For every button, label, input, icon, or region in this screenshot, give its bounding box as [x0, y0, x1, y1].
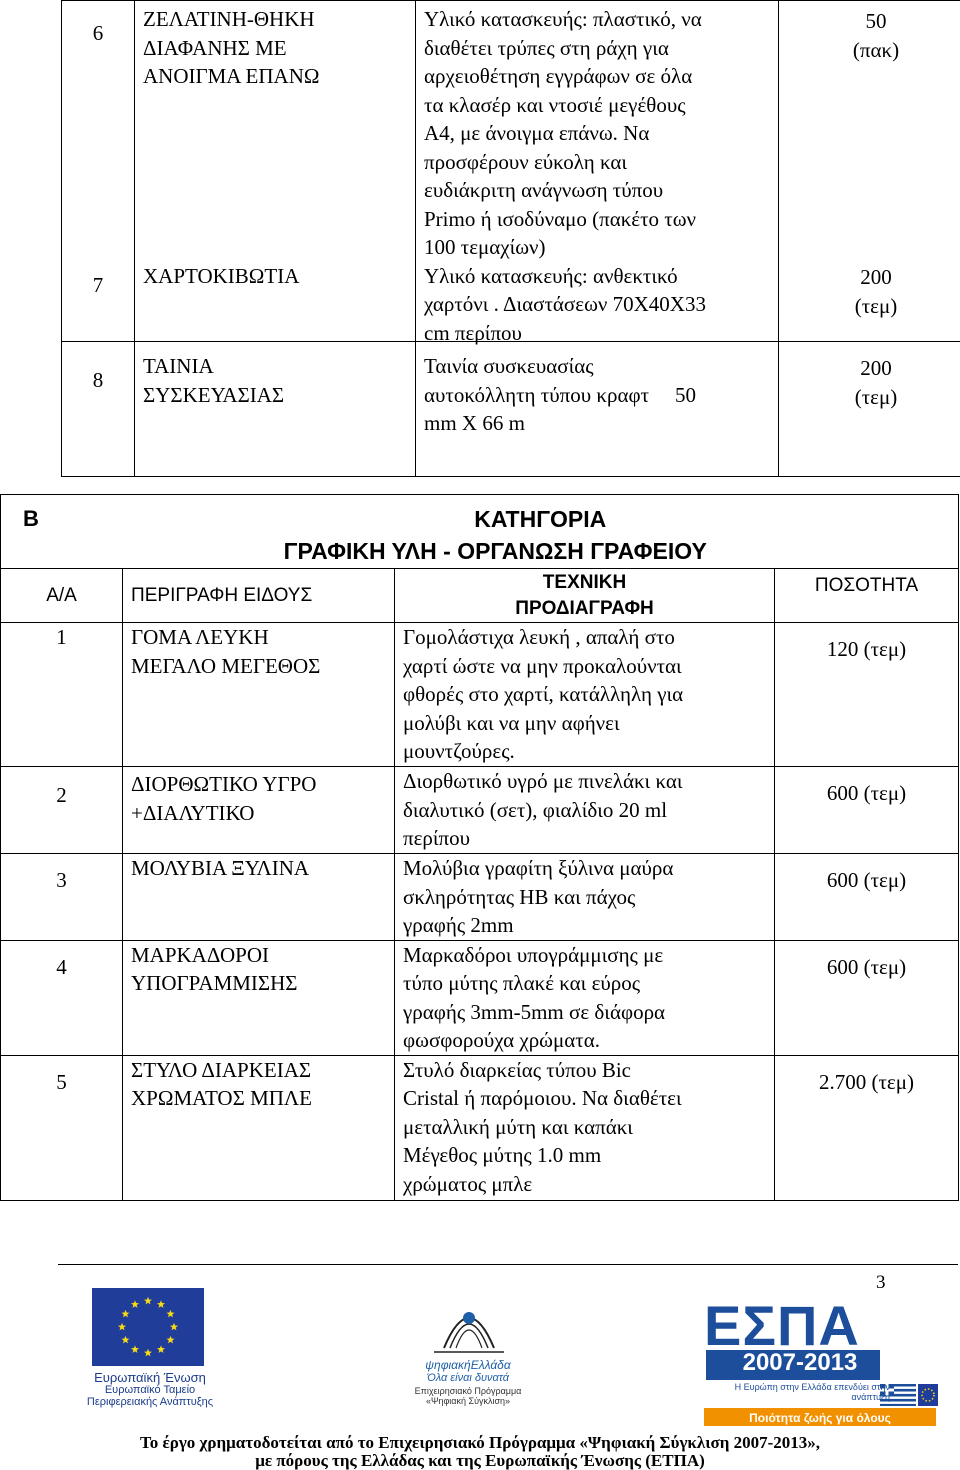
header-line: ΠΡΟΔΙΑΓΡΑΦΗ — [395, 596, 774, 622]
item-qty — [779, 7, 960, 64]
spec-line: σκληρότητας ΗΒ και πάχος — [403, 883, 768, 912]
spec-line: διαθέτει τρύπες στη ράχη για — [424, 34, 774, 63]
table-row — [1, 623, 959, 767]
item-number: 4 — [1, 940, 123, 1055]
eu-caption-line: Ευρωπαϊκό Ταμείο — [80, 1384, 220, 1396]
espa-small-text: Η Ευρώπη στην Ελλάδα επενδύει στην ανάπτυξη — [730, 1382, 890, 1402]
spec-line: Στυλό διαρκείας τύπου Bic — [403, 1056, 768, 1085]
qty-value: 50 — [779, 7, 960, 36]
program-line: Επιχειρησιακό Πρόγραμμα — [398, 1386, 538, 1396]
section-letter: Β — [1, 495, 123, 569]
table-row — [1, 1055, 959, 1200]
item-name-line: ΖΕΛΑΤΙΝΗ-ΘΗΚΗ — [143, 5, 320, 34]
qty-unit: (πακ) — [779, 36, 960, 65]
item-number: 6 — [62, 19, 134, 48]
item-name-line: ΔΙΟΡΘΩΤΙΚΟ ΥΓΡΟ — [131, 770, 394, 799]
funding-line: Το έργο χρηματοδοτείται από το Επιχειρησιακό Πρόγραμμα «Ψηφιακή Σύγκλιση 2007-2013», — [0, 1434, 960, 1452]
item-qty — [779, 342, 960, 477]
table-row-6-7 — [62, 1, 960, 342]
item-name-line: ΑΝΟΙΓΜΑ ΕΠΑΝΩ — [143, 62, 320, 91]
item-spec — [416, 342, 779, 477]
column-header-row — [1, 569, 959, 623]
spec-line: ευδιάκριτη ανάγνωση τύπου — [424, 176, 774, 205]
spec-line: Primo ή ισοδύναμο (πακέτο των — [424, 205, 774, 234]
espa-years: 2007-2013 — [720, 1350, 880, 1376]
item-name-line: +ΔΙΑΛΥΤΙΚΟ — [131, 799, 394, 828]
column-header-qty: ΠΟΣΟΤΗΤΑ — [775, 569, 959, 623]
eu-caption-line: Ευρωπαϊκή Ένωση — [80, 1372, 220, 1384]
table-row — [1, 854, 959, 941]
item-name — [135, 342, 416, 477]
spec-line: Γομολάστιχα λευκή , απαλή στο — [403, 623, 768, 652]
item-name — [123, 854, 395, 941]
item-number: 1 — [1, 623, 123, 767]
spec-line: Υλικό κατασκευής: ανθεκτικό — [424, 262, 774, 291]
spec-line: τύπο μύτης πλακέ και εύρος — [403, 969, 768, 998]
spec-line: αρχειοθέτηση εγγράφων σε όλα — [424, 62, 774, 91]
spec-line: γραφής 3mm-5mm σε διάφορα — [403, 998, 768, 1027]
header-line: ΤΕΧΝΙΚΗ — [395, 570, 774, 596]
item-spec-cell — [416, 1, 779, 342]
spec-line: προσφέρουν εύκολη και — [424, 148, 774, 177]
spec-line: φθορές στο χαρτί, κατάλληλη για — [403, 680, 768, 709]
spec-line: μολύβι και να μην αφήνει — [403, 709, 768, 738]
spec-line: Μέγεθος μύτης 1.0 mm — [403, 1141, 768, 1170]
qty-value: 200 — [779, 263, 960, 292]
item-name-line: ΧΑΡΤΟΚΙΒΩΤΙΑ — [143, 262, 299, 291]
spec-line: μουντζούρες. — [403, 737, 768, 766]
digital-greece-tagline: Όλα είναι δυνατά — [398, 1372, 538, 1384]
item-qty: 600 (τεμ) — [775, 767, 959, 854]
spec-line: 100 τεμαχίων) — [424, 233, 774, 262]
spec-line: διαλυτικό (σετ), φιαλίδιο 20 ml — [403, 796, 768, 825]
item-name-line: ΥΠΟΓΡΑΜΜΙΣΗΣ — [131, 969, 394, 998]
qty-unit: (τεμ) — [779, 383, 960, 412]
table-row — [1, 767, 959, 854]
item-name — [123, 1055, 395, 1200]
item-qty: 2.700 (τεμ) — [775, 1055, 959, 1200]
item-spec — [395, 767, 775, 854]
digital-greece-program — [398, 1386, 538, 1406]
column-header-desc: ΠΕΡΙΓΡΑΦΗ ΕΙΔΟΥΣ — [123, 569, 395, 623]
item-qty — [779, 263, 960, 320]
item-spec — [424, 5, 774, 347]
spec-line: γραφής 2mm — [403, 911, 768, 940]
program-line: «Ψηφιακή Σύγκλιση» — [398, 1396, 538, 1406]
spec-line: χαρτί ώστε να μην προκαλούνται — [403, 652, 768, 681]
column-header-num: Α/Α — [1, 569, 123, 623]
spec-line: mm X 66 m — [424, 409, 778, 438]
item-name — [123, 940, 395, 1055]
table-row-8 — [62, 342, 960, 477]
item-name-line: ΣΤΥΛΟ ΔΙΑΡΚΕΙΑΣ — [131, 1056, 394, 1085]
item-qty: 600 (τεμ) — [775, 940, 959, 1055]
item-name-line: ΤΑΙΝΙΑ — [143, 352, 415, 381]
footer-divider — [58, 1264, 958, 1265]
table-row — [1, 940, 959, 1055]
spec-line: Υλικό κατασκευής: πλαστικό, να — [424, 5, 774, 34]
column-header-spec — [395, 569, 775, 623]
spec-line: μεταλλική μύτη και καπάκι — [403, 1113, 768, 1142]
item-number: 2 — [1, 767, 123, 854]
item-qty: 600 (τεμ) — [775, 854, 959, 941]
item-qty-cell — [779, 1, 960, 342]
item-name — [143, 262, 299, 291]
item-name-line: ΔΙΑΦΑΝΗΣ ΜΕ — [143, 34, 320, 63]
item-name-line: ΣΥΣΚΕΥΑΣΙΑΣ — [143, 381, 415, 410]
spec-line: χρώματος μπλε — [403, 1170, 768, 1199]
eu-caption-line: Περιφερειακής Ανάπτυξης — [80, 1396, 220, 1408]
item-name — [143, 5, 320, 91]
spec-line: Ταινία συσκευασίας — [424, 352, 778, 381]
item-name-cell — [135, 1, 416, 342]
funding-statement — [0, 1434, 960, 1470]
category-b-table — [0, 494, 959, 1201]
spec-line: Μολύβια γραφίτη ξύλινα μαύρα — [403, 854, 768, 883]
spec-line: τα κλασέρ και ντοσιέ μεγέθους — [424, 91, 774, 120]
eu-caption — [80, 1372, 220, 1408]
page-number: 3 — [876, 1272, 886, 1294]
category-name: ΓΡΑΦΙΚΗ ΥΛΗ - ΟΡΓΑΝΩΣΗ ΓΡΑΦΕΙΟΥ — [33, 535, 959, 567]
item-name-line: ΜΑΡΚΑΔΟΡΟΙ — [131, 941, 394, 970]
spec-line: Διορθωτικό υγρό με πινελάκι και — [403, 767, 768, 796]
item-number: 3 — [1, 854, 123, 941]
spec-line: Cristal ή παρόμοιου. Να διαθέτει — [403, 1084, 768, 1113]
spec-line: περίπου — [403, 824, 768, 853]
eu-mini-flag-icon — [918, 1384, 938, 1406]
item-spec — [395, 854, 775, 941]
item-number: 5 — [1, 1055, 123, 1200]
item-name — [123, 767, 395, 854]
item-name-line: ΓΟΜΑ ΛΕΥΚΗ — [131, 623, 394, 652]
items-table-continued — [61, 0, 960, 477]
item-spec — [395, 940, 775, 1055]
spec-line: Α4, με άνοιγμα επάνω. Να — [424, 119, 774, 148]
spec-line: cm περίπου — [424, 319, 774, 348]
item-spec — [395, 623, 775, 767]
spec-line: αυτοκόλλητη τύπου κραφτ 50 — [424, 381, 778, 410]
funding-line: με πόρους της Ελλάδας και της Ευρωπαϊκής Ένωσης (ΕΤΠΑ) — [0, 1452, 960, 1470]
spec-line: φωσφορούχα χρώματα. — [403, 1026, 768, 1055]
item-name-line: ΧΡΩΜΑΤΟΣ ΜΠΛΕ — [131, 1084, 394, 1113]
espa-slogan: Ποιότητα ζωής για όλους — [704, 1408, 936, 1428]
item-name-line: ΜΟΛΥΒΙΑ ΞΥΛΙΝΑ — [131, 854, 394, 883]
item-number: 7 — [62, 271, 134, 300]
qty-value: 200 — [779, 354, 960, 383]
item-number: 8 — [62, 342, 135, 477]
item-spec — [395, 1055, 775, 1200]
qty-unit: (τεμ) — [779, 292, 960, 321]
spec-line: Μαρκαδόροι υπογράμμισης με — [403, 941, 768, 970]
spec-line: χαρτόνι . Διαστάσεων 70Χ40Χ33 — [424, 290, 774, 319]
item-name — [123, 623, 395, 767]
digital-greece-brand: ψηφιακήΕλλάδα — [398, 1358, 538, 1372]
item-qty: 120 (τεμ) — [775, 623, 959, 767]
category-heading — [123, 495, 959, 569]
espa-wordmark: ΕΣΠΑ — [704, 1298, 874, 1354]
category-label: ΚΑΤΗΓΟΡΙΑ — [123, 503, 959, 535]
item-name-line: ΜΕΓΑΛΟ ΜΕΓΕΘΟΣ — [131, 652, 394, 681]
category-header-row — [1, 495, 959, 569]
item-number-cell — [62, 1, 135, 342]
